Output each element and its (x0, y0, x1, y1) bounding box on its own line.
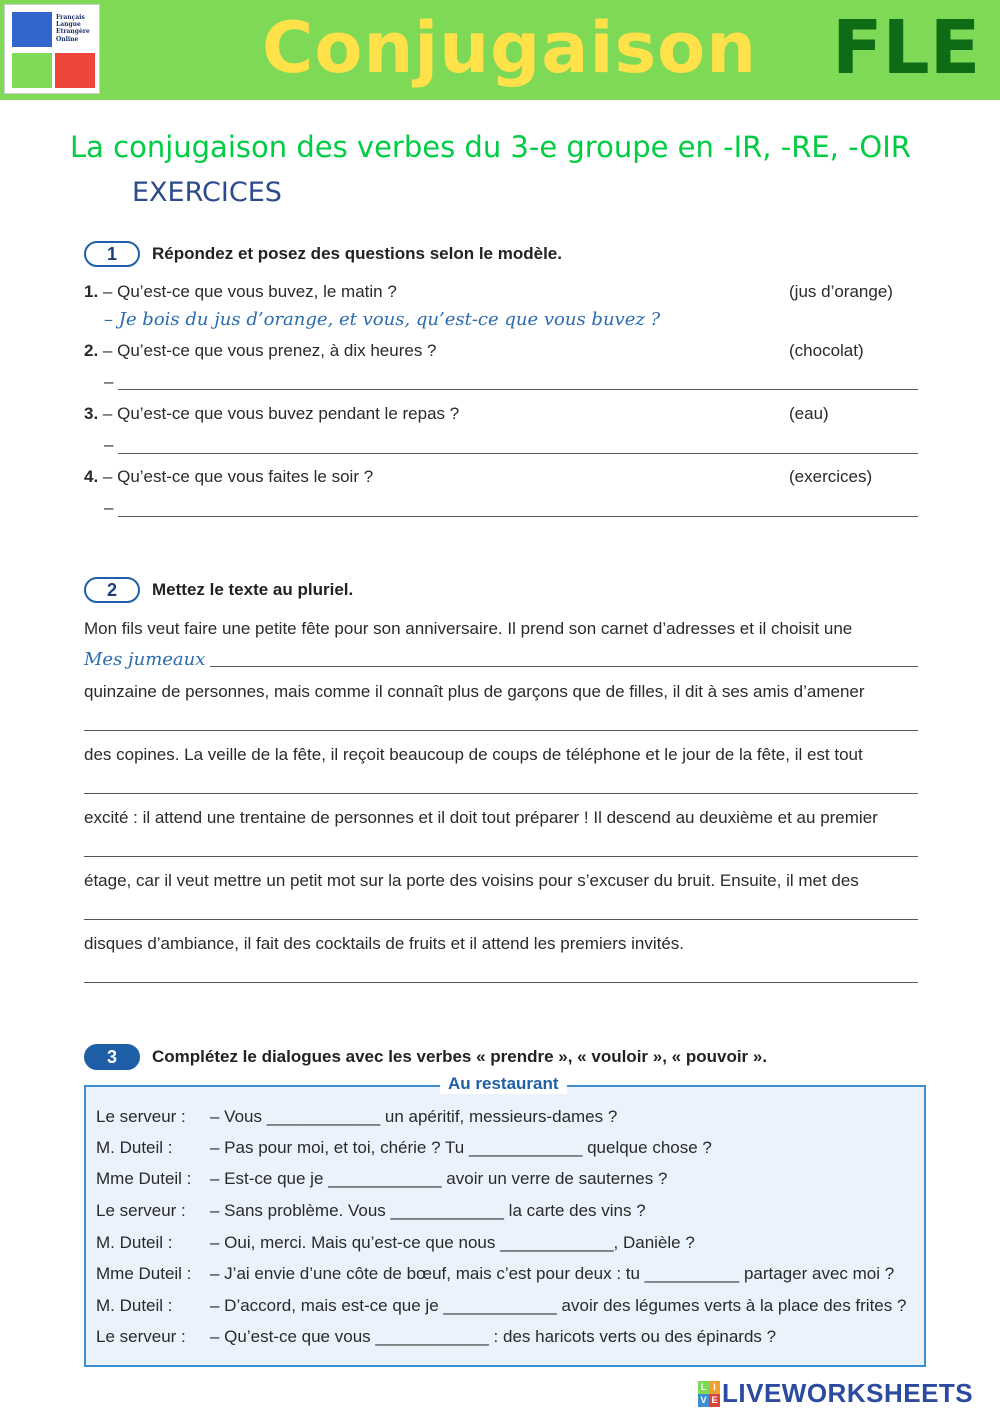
exercise-2-heading (84, 576, 353, 604)
answer-dash: – (104, 435, 114, 454)
answer-line[interactable] (118, 453, 918, 454)
answer-line[interactable] (118, 516, 918, 517)
question-row: 2. – Qu’est-ce que vous prenez, à dix heures ? (84, 341, 437, 360)
answer-line[interactable] (84, 730, 918, 731)
speaker: M. Duteil : (96, 1138, 173, 1157)
exercise-number-badge: 3 (84, 1044, 140, 1070)
question-hint: (chocolat) (789, 341, 864, 360)
answer-line[interactable] (84, 982, 918, 983)
exercise-instruction: Complétez le dialogues avec les verbes « prendre », « vouloir », « pouvoir ». (152, 1047, 768, 1066)
exercise-3-heading (84, 1043, 767, 1071)
dialogue-line[interactable]: – J’ai envie d’une côte de bœuf, mais c’est pour deux : tu __________ partager avec moi ? (210, 1264, 895, 1283)
answer-line[interactable] (118, 389, 918, 390)
answer-line[interactable] (210, 666, 918, 667)
dialogue-line[interactable]: – Sans problème. Vous ____________ la carte des vins ? (210, 1201, 646, 1220)
question-row: 1. – Qu’est-ce que vous buvez, le matin ? (84, 282, 397, 301)
dialogue-box (84, 1085, 926, 1367)
answer-line[interactable] (84, 856, 918, 857)
dialogue-line[interactable]: – Est-ce que je ____________ avoir un verre de sauternes ? (210, 1169, 668, 1188)
question-hint: (exercices) (789, 467, 873, 486)
dialogue-line[interactable]: – Pas pour moi, et toi, chérie ? Tu ____________ quelque chose ? (210, 1138, 712, 1157)
fle-tag: FLE (832, 5, 981, 91)
question-row: 3. – Qu’est-ce que vous buvez pendant le repas ? (84, 404, 460, 423)
speaker: Le serveur : (96, 1201, 186, 1220)
dialogue-line[interactable]: – Qu’est-ce que vous ____________ : des haricots verts ou des épinards ? (210, 1327, 777, 1346)
text-line: disques d’ambiance, il fait des cocktails de fruits et il attend les premiers invités. (84, 934, 684, 953)
speaker: Le serveur : (96, 1327, 186, 1346)
liveworksheets-logo-icon: L I V E (698, 1381, 720, 1407)
dialogue-line[interactable]: – Oui, merci. Mais qu’est-ce que nous ____________, Danièle ? (210, 1233, 695, 1252)
exercise-number-badge: 2 (84, 577, 140, 603)
text-line: étage, car il veut mettre un petit mot sur la porte des voisins pour s’excuser du bruit. Ensuite, il met des (84, 871, 859, 890)
exercise-instruction: Répondez et posez des questions selon le modèle. (152, 244, 562, 263)
question-row: 4. – Qu’est-ce que vous faites le soir ? (84, 467, 374, 486)
subtitle: La conjugaison des verbes du 3-e groupe en -IR, -RE, -OIR (70, 130, 911, 164)
question-hint: (jus d’orange) (789, 282, 893, 301)
speaker: M. Duteil : (96, 1296, 173, 1315)
speaker: M. Duteil : (96, 1233, 173, 1252)
speaker: Mme Duteil : (96, 1169, 192, 1188)
answer-line[interactable] (84, 919, 918, 920)
logo-blue-square (12, 12, 52, 47)
exercise-instruction: Mettez le texte au pluriel. (152, 580, 354, 599)
fle-logo (4, 4, 100, 94)
example-answer: Mes jumeaux (84, 649, 206, 670)
text-line: Mon fils veut faire une petite fête pour son anniversaire. Il prend son carnet d’adresses et il choisit une (84, 619, 853, 638)
section-label: EXERCICES (132, 177, 282, 208)
dialogue-box-title: Au restaurant (440, 1074, 567, 1094)
speaker: Mme Duteil : (96, 1264, 192, 1283)
page-title: Conjugaison (262, 7, 758, 89)
watermark-text: LIVEWORKSHEETS (722, 1378, 974, 1408)
logo-text: Français Langue Etrangère Online (56, 14, 90, 43)
dialogue-line[interactable]: – D’accord, mais est-ce que je ____________ avoir des légumes verts à la place des frites ? (210, 1296, 907, 1315)
text-line: des copines. La veille de la fête, il reçoit beaucoup de coups de téléphone et le jour de la fête, il est tout (84, 745, 863, 764)
logo-green-square (12, 53, 52, 88)
liveworksheets-watermark (698, 1378, 973, 1409)
answer-line[interactable] (84, 793, 918, 794)
example-answer: – Je bois du jus d’orange, et vous, qu’est-ce que vous buvez ? (104, 309, 661, 330)
text-line: quinzaine de personnes, mais comme il connaît plus de garçons que de filles, il dit à ses amis d’amener (84, 682, 865, 701)
dialogue-line[interactable]: – Vous ____________ un apéritif, messieurs-dames ? (210, 1107, 618, 1126)
header-banner (0, 0, 1000, 100)
answer-dash: – (104, 372, 114, 391)
answer-dash: – (104, 498, 114, 517)
question-hint: (eau) (789, 404, 829, 423)
exercise-number-badge: 1 (84, 241, 140, 267)
exercise-1-heading (84, 240, 562, 268)
speaker: Le serveur : (96, 1107, 186, 1126)
text-line: excité : il attend une trentaine de personnes et il doit tout préparer ! Il descend au deuxième et au premier (84, 808, 878, 827)
logo-red-square (55, 53, 95, 88)
